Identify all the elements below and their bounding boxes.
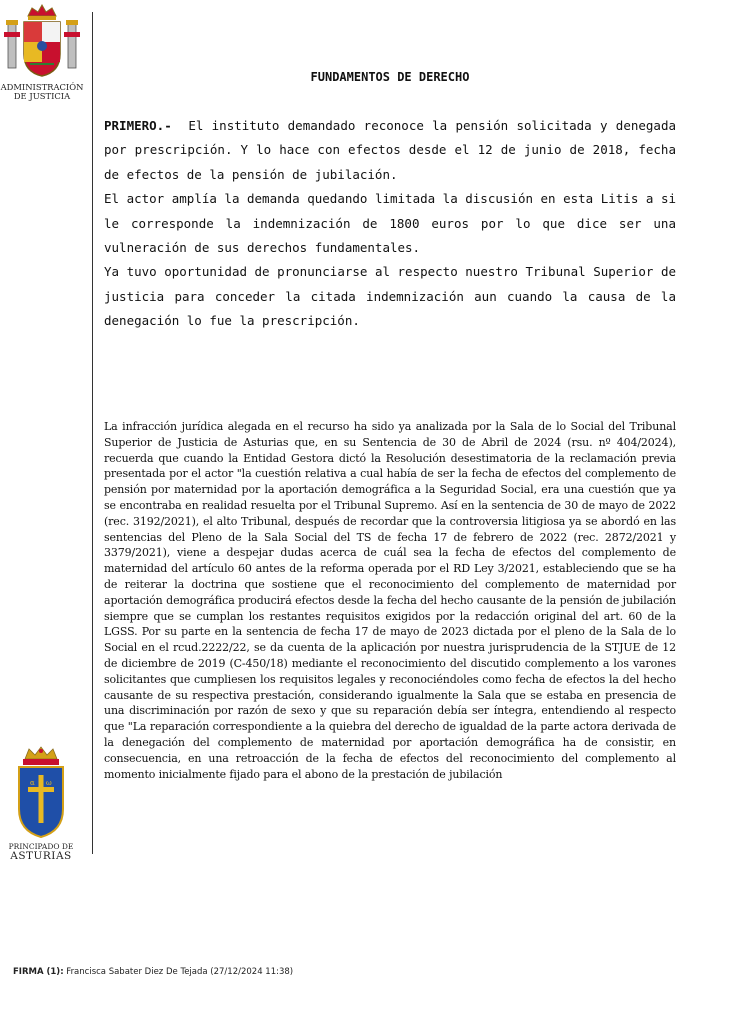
paragraph-text: El instituto demandado reconoce la pensión solicitada y denegada por prescripción. Y lo hace con efectos desde el 12 de junio de 2018, fecha de efectos de la pensión de jubilación. — [104, 118, 677, 182]
svg-text:ω: ω — [46, 779, 52, 787]
administracion-justicia-logo — [0, 0, 84, 104]
mono-block — [104, 114, 676, 334]
margin-divider — [92, 12, 93, 854]
svg-text:α: α — [30, 779, 35, 787]
signature-value: Francisca Sabater Diez De Tejada (27/12/2024 11:38) — [66, 967, 294, 977]
logo-caption-line1: PRINCIPADO DE — [8, 842, 74, 851]
signature-label: FIRMA (1): — [13, 967, 64, 977]
asturias-coat-of-arms-icon — [13, 745, 69, 841]
signature-line — [13, 967, 293, 977]
principado-asturias-logo — [6, 745, 76, 862]
spain-coat-of-arms-icon — [2, 2, 82, 82]
paragraph-primero — [104, 114, 676, 187]
body-text — [104, 419, 676, 782]
paragraph-pronunciamiento: Ya tuvo oportunidad de pronunciarse al respecto nuestro Tribunal Superior de justicia para conceder la citada indemnización aun cuando la causa de la denegación lo fue la prescripción. — [104, 264, 676, 329]
paragraph-ampliacion: El actor amplía la demanda quedando limitada la discusión en esta Litis a si le corresponde la indemnización de 1800 euros por lo que dice ser una vulneración de sus derechos fundamentales. — [104, 191, 676, 256]
paragraph-fundamento: La infracción jurídica alegada en el recurso ha sido ya analizada por la Sala de lo Social del Tribunal Superior de Justicia de Asturias que, en su Sentencia de 30 de Abril de 2024 (rsu. nº 404/2024), recuerda que cuando la Entidad Gestora dictó la Resolución desestimatoria de la reclamación previa presentada por el actor "la cuestión relativa a cual había de ser la fecha de efectos del complemento de pensión por maternidad por la aportación demográfica a la Seguridad Social, era una cuestión que ya se encontraba en realidad resuelta por el Tribunal Supremo. Así en la sentencia de 30 de mayo de 2022 (rec. 3192/2021), el alto Tribunal, después de recordar que la controversia litigiosa ya se abordó en las sentencias del Pleno de la Sala Social del TS de fecha 17 de febrero de 2022 (rec. 2872/2021 y 3379/2021), viene a despejar dudas acerca de cuál sea la fecha de efectos del complemento de maternidad del artículo 60 antes de la reforma operada por el RD Ley 3/2021, estableciendo que se ha de reiterar la doctrina que sostiene que el reconocimiento del complemento de maternidad por aportación demográfica producirá efectos desde la fecha del hecho causante de la pensión de jubilación siempre que se cumplan los restantes requisitos exigidos por la redacción original del art. 60 de la LGSS. Por su parte en la sentencia de fecha 17 de mayo de 2023 dictada por el pleno de la Sala de lo Social en el rcud.2222/22, se da cuenta de la aplicación por nuestra jurisprudencia de la STJUE de 12 de diciembre de 2019 (C-450/18) mediante el reconocimiento del discutido complemento a los varones solicitantes que cumpliesen los requisitos legales y reconociéndoles como fecha de efectos la del hecho causante de su respectiva prestación, considerando igualmente la Sala que se estaba en presencia de una discriminación por razón de sexo y que su reparación debía ser íntegra, entendiendo al respecto que "La reparación correspondiente a la quiebra del derecho de igualdad de la parte actora derivada de la denegación del complemento de maternidad por aportación demográfica ha de consistir, en consecuencia, en una retroacción de la fecha de efectos del reconocimiento del complemento al momento inicialmente fijado para el abono de la prestación de jubilación — [104, 420, 676, 781]
logo-caption: ADMINISTRACIÓN DE JUSTICIA — [0, 82, 84, 101]
page-title: FUNDAMENTOS DE DERECHO — [310, 70, 470, 84]
logo-caption-line2: ASTURIAS — [10, 850, 72, 862]
section-label: PRIMERO.- — [104, 118, 172, 133]
